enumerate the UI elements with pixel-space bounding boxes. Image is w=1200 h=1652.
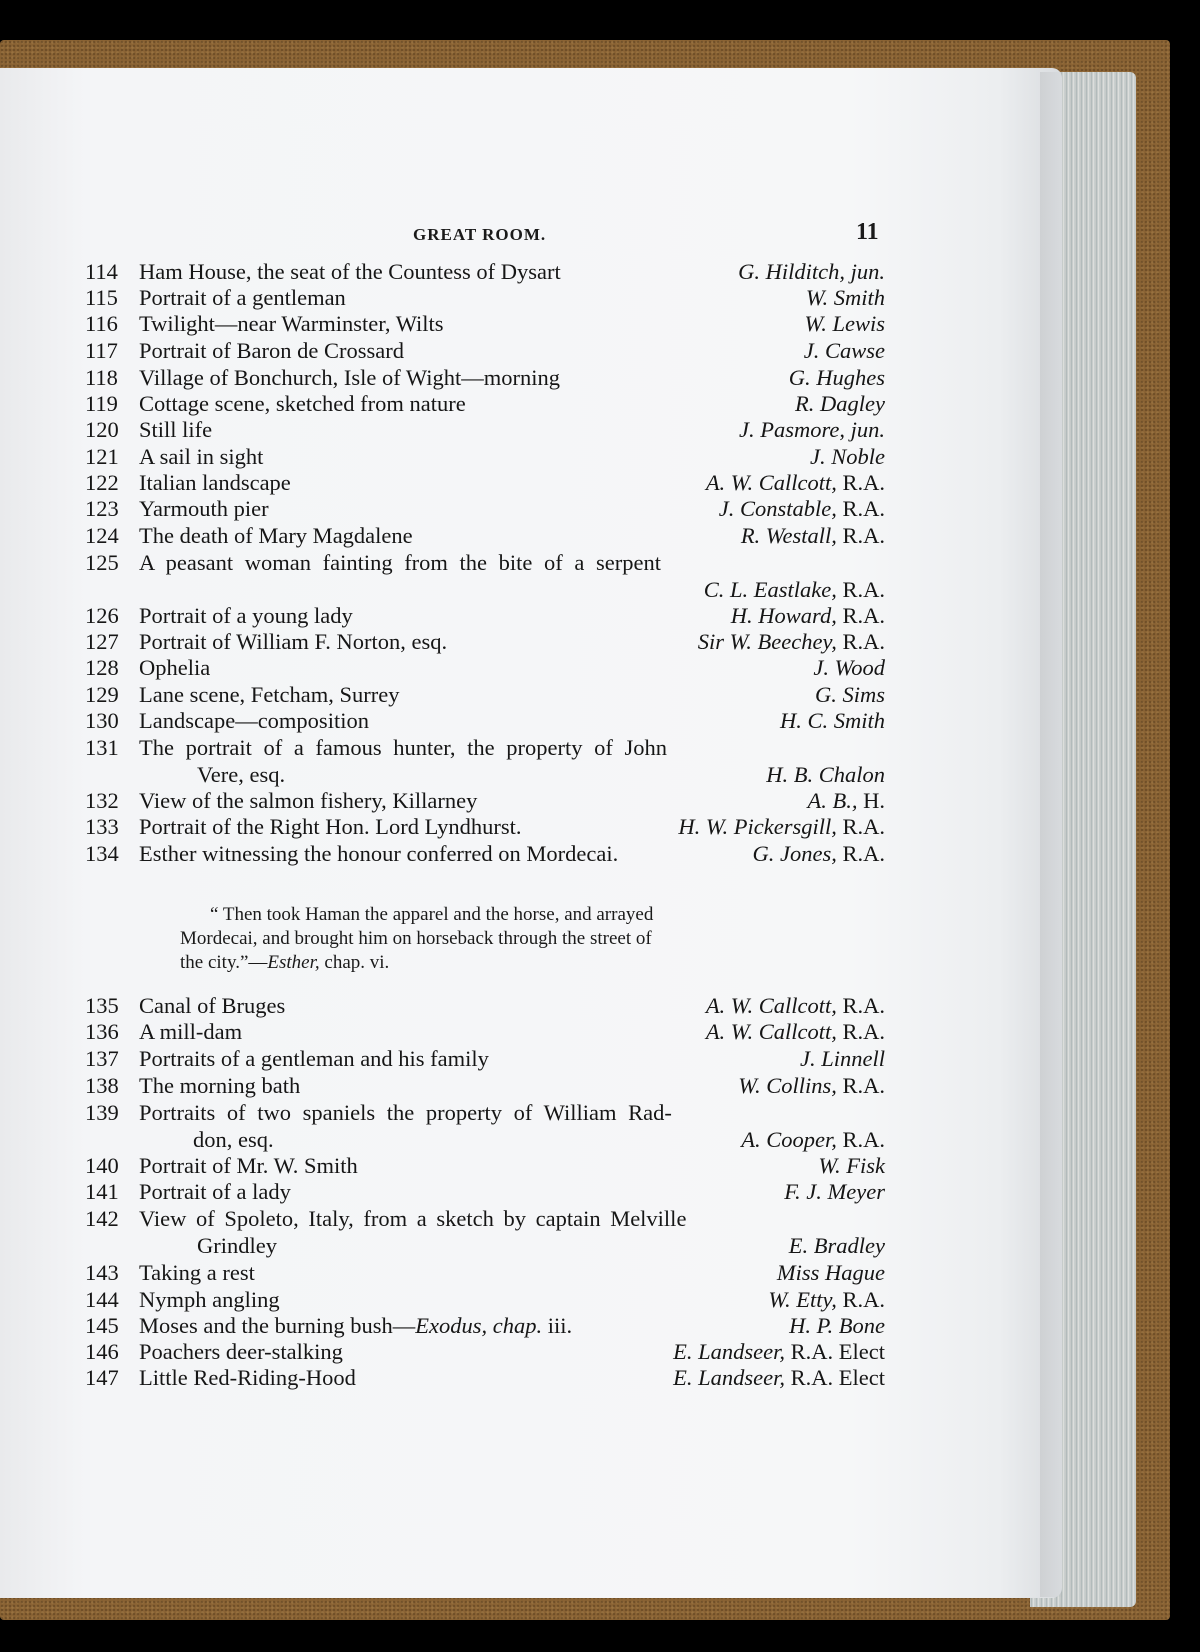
- catalogue-entry: [85, 443, 885, 470]
- entry-number: 138: [85, 1073, 119, 1098]
- entry-artist: [813, 654, 885, 681]
- entry-artist: [805, 310, 885, 337]
- artist-name: J. Pasmore, jun.: [738, 417, 885, 442]
- quote-line: [180, 951, 830, 975]
- entry-artist: [795, 390, 885, 417]
- catalogue-entry: [85, 522, 885, 549]
- entry-title: Portrait of the Right Hon. Lord Lyndhurst.: [139, 814, 522, 839]
- entry-number: 140: [85, 1153, 119, 1178]
- artist-name: Miss Hague: [776, 1260, 885, 1285]
- entry-title: Portrait of Baron de Crossard: [139, 338, 404, 363]
- entry-artist: [789, 1232, 885, 1259]
- artist-name: J. Linnell: [800, 1046, 885, 1071]
- entry-number: 120: [85, 417, 119, 442]
- artist-name: A. B.,: [807, 788, 858, 813]
- entry-title: Lane scene, Fetcham, Surrey: [139, 682, 400, 707]
- catalogue-entry: [85, 258, 885, 285]
- artist-name: H. B. Chalon: [766, 762, 885, 787]
- artist-name: J. Constable,: [718, 496, 837, 521]
- page-number: 11: [856, 219, 879, 245]
- running-head-title: GREAT ROOM.: [413, 225, 547, 244]
- entry-number: 135: [85, 993, 119, 1018]
- entry-title: Ham House, the seat of the Countess of Dysart: [139, 259, 561, 284]
- entry-title: A mill-dam: [139, 1019, 243, 1044]
- entry-number: 146: [85, 1339, 119, 1364]
- catalogue-entry: [85, 1364, 885, 1391]
- catalogue-entry: [85, 1205, 885, 1232]
- entry-title: Little Red-Riding-Hood: [139, 1365, 356, 1390]
- artist-name: W. Fisk: [818, 1153, 885, 1178]
- entry-title: Portrait of a gentleman: [139, 285, 346, 310]
- entry-title: A sail in sight: [139, 444, 264, 469]
- entry-number: 127: [85, 629, 119, 654]
- entry-artist: [784, 1178, 885, 1205]
- artist-name: H. Howard,: [730, 603, 837, 628]
- artist-name: A. W. Callcott,: [705, 1019, 837, 1044]
- catalogue-entry: [85, 992, 885, 1019]
- catalogue-entry-continuation: [85, 761, 885, 788]
- catalogue-entry: [85, 1178, 885, 1205]
- catalogue-entry: [85, 1099, 885, 1126]
- artist-suffix: R.A.: [836, 1019, 885, 1044]
- entry-title: Ophelia: [139, 655, 211, 680]
- entry-number: 123: [85, 496, 119, 521]
- catalogue-entry: [85, 1018, 885, 1045]
- catalogue-entry-continuation: [85, 1126, 885, 1153]
- entry-number: 119: [85, 391, 118, 416]
- running-head: [0, 219, 1200, 255]
- catalogue-entry: [85, 787, 885, 814]
- entry-artist: [766, 761, 885, 788]
- entry-title: Poachers deer-stalking: [139, 1339, 343, 1364]
- catalogue-entry: [85, 337, 885, 364]
- entry-artist: [789, 1312, 885, 1339]
- entry-title: The death of Mary Magdalene: [139, 523, 413, 548]
- entry-title: Village of Bonchurch, Isle of Wight—morning: [139, 365, 560, 390]
- catalogue-entry: [85, 1286, 885, 1313]
- quote-source: Esther,: [267, 952, 320, 973]
- entry-title: A peasant woman fainting from the bite of a serpent: [139, 550, 661, 575]
- entry-title: Esther witnessing the honour conferred on Mordecai.: [139, 841, 619, 866]
- entry-artist: [739, 416, 885, 443]
- entry-artist: [804, 337, 885, 364]
- entry-number: 114: [85, 259, 118, 284]
- catalogue-entry-continuation: [85, 576, 885, 603]
- entry-artist: [800, 1045, 885, 1072]
- artist-suffix: R.A.: [836, 496, 885, 521]
- entry-title-continuation: don, esq.: [193, 1127, 274, 1152]
- catalogue-entry: [85, 628, 885, 655]
- page-shadow: [1040, 72, 1064, 1597]
- artist-name: E. Landseer,: [673, 1339, 786, 1364]
- entry-title: Portraits of two spaniels the property of William Rad-: [139, 1100, 672, 1125]
- entry-title: Cottage scene, sketched from nature: [139, 391, 466, 416]
- catalogue-entry-continuation: [85, 1232, 885, 1259]
- entry-artist: [780, 707, 885, 734]
- entry-title: Portrait of a young lady: [139, 603, 353, 628]
- entry-artist: [789, 364, 885, 391]
- entry-number: 126: [85, 603, 119, 628]
- entry-artist: [777, 1259, 885, 1286]
- catalogue-entry: [85, 364, 885, 391]
- entry-artist: [738, 1072, 885, 1099]
- catalogue-entry: [85, 310, 885, 337]
- entry-artist: [808, 787, 886, 814]
- artist-name: J. Wood: [813, 655, 885, 680]
- artist-suffix: R.A.: [836, 523, 885, 548]
- artist-suffix: R.A.: [836, 603, 885, 628]
- catalogue-entry: [85, 549, 885, 576]
- quote-line: “ Then took Haman the apparel and the horse, and arrayed: [210, 904, 654, 925]
- artist-suffix: R.A. Elect: [785, 1365, 885, 1390]
- catalogue-entry: [85, 1045, 885, 1072]
- catalogue-entry: [85, 495, 885, 522]
- artist-suffix: R.A.: [836, 993, 885, 1018]
- artist-name: H. P. Bone: [789, 1313, 885, 1338]
- entry-title: View of the salmon fishery, Killarney: [139, 788, 478, 813]
- entry-number: 122: [85, 470, 119, 495]
- entry-title: Portraits of a gentleman and his family: [139, 1046, 489, 1071]
- entry-artist: [698, 628, 885, 655]
- entry-number: 134: [85, 841, 119, 866]
- entry-artist: [810, 443, 885, 470]
- artist-name: A. W. Callcott,: [705, 470, 837, 495]
- quote-chapter: chap. vi.: [319, 952, 390, 973]
- artist-name: J. Noble: [810, 444, 885, 469]
- entry-title: Taking a rest: [139, 1260, 255, 1285]
- artist-suffix: R.A.: [836, 470, 885, 495]
- entry-artist: [738, 258, 885, 285]
- artist-name: W. Collins,: [738, 1073, 837, 1098]
- artist-name: W. Etty,: [768, 1287, 837, 1312]
- entry-number: 144: [85, 1287, 119, 1312]
- artist-suffix: R.A.: [836, 814, 885, 839]
- entry-artist: [731, 602, 885, 629]
- artist-name: J. Cawse: [803, 338, 885, 363]
- entry-artist: [704, 576, 885, 603]
- entry-number: 129: [85, 682, 119, 707]
- artist-name: G. Hilditch, jun.: [738, 259, 885, 284]
- catalogue-entry: [85, 734, 885, 761]
- entry-title: Italian landscape: [139, 470, 291, 495]
- entry-title: Nymph angling: [139, 1287, 280, 1312]
- entry-artist: [806, 284, 885, 311]
- entry-title: Portrait of a lady: [139, 1179, 291, 1204]
- artist-name: E. Landseer,: [673, 1365, 786, 1390]
- artist-suffix: R.A.: [836, 841, 885, 866]
- entry-title: View of Spoleto, Italy, from a sketch by captain Melville: [139, 1206, 687, 1231]
- entry-title: The portrait of a famous hunter, the property of John: [139, 735, 667, 760]
- entry-number: 128: [85, 655, 119, 680]
- entry-artist: [673, 1364, 885, 1391]
- catalogue-entry: [85, 707, 885, 734]
- entry-number: 132: [85, 788, 119, 813]
- artist-name: W. Smith: [805, 285, 885, 310]
- entry-title-reference: Exodus, chap.: [415, 1313, 543, 1338]
- artist-suffix: R.A.: [836, 1127, 885, 1152]
- artist-name: A. W. Callcott,: [705, 993, 837, 1018]
- artist-suffix: R.A.: [836, 1287, 885, 1312]
- quote-text: the city.”—: [180, 952, 268, 973]
- entry-artist: [678, 813, 885, 840]
- entry-title: Portrait of Mr. W. Smith: [139, 1153, 358, 1178]
- artist-name: F. J. Meyer: [784, 1179, 885, 1204]
- entry-number: 118: [85, 365, 118, 390]
- entry-number: 141: [85, 1179, 119, 1204]
- artist-name: H. W. Pickersgill,: [678, 814, 837, 839]
- catalogue-entry: [85, 1259, 885, 1286]
- entry-number: 136: [85, 1019, 119, 1044]
- catalogue-entry: [85, 1338, 885, 1365]
- artist-suffix: R.A.: [836, 1073, 885, 1098]
- artist-name: R. Westall,: [740, 523, 837, 548]
- artist-name: G. Jones,: [752, 841, 837, 866]
- catalogue-entry: [85, 1152, 885, 1179]
- catalogue-entry: [85, 654, 885, 681]
- entry-number: 124: [85, 523, 119, 548]
- entry-number: 116: [85, 311, 118, 336]
- artist-name: W. Lewis: [804, 311, 885, 336]
- entry-number: 145: [85, 1313, 119, 1338]
- entry-number: 147: [85, 1365, 119, 1390]
- entry-artist: [673, 1338, 885, 1365]
- catalogue-entry: [85, 1312, 885, 1339]
- entry-number: 121: [85, 444, 119, 469]
- artist-suffix: R.A.: [836, 629, 885, 654]
- entry-artist: [768, 1286, 885, 1313]
- entry-title: Yarmouth pier: [139, 496, 269, 521]
- artist-name: G. Hughes: [788, 365, 885, 390]
- artist-suffix: R.A.: [836, 577, 885, 602]
- entry-number: 137: [85, 1046, 119, 1071]
- entry-artist: [706, 1018, 885, 1045]
- entry-title-continuation: Vere, esq.: [197, 762, 286, 787]
- entry-artist: [818, 1152, 885, 1179]
- entry-title: Landscape—composition: [139, 708, 369, 733]
- entry-number: 143: [85, 1260, 119, 1285]
- entry-number: 139: [85, 1100, 119, 1125]
- entry-number: 115: [85, 285, 118, 310]
- entry-artist: [706, 469, 885, 496]
- catalogue-entry: [85, 681, 885, 708]
- entry-title-tail: iii.: [542, 1313, 573, 1338]
- entry-number: 131: [85, 735, 119, 760]
- entry-number: 125: [85, 550, 119, 575]
- catalogue-entry: [85, 602, 885, 629]
- catalogue-entry: [85, 284, 885, 311]
- entry-number: 130: [85, 708, 119, 733]
- entry-artist: [706, 992, 885, 1019]
- entry-title-text: Moses and the burning bush—: [139, 1313, 416, 1338]
- artist-name: A. Cooper,: [741, 1127, 837, 1152]
- artist-name: R. Dagley: [795, 391, 885, 416]
- catalogue-entry: [85, 469, 885, 496]
- catalogue-entry: [85, 840, 885, 867]
- artist-suffix: R.A. Elect: [785, 1339, 885, 1364]
- entry-title: The morning bath: [139, 1073, 301, 1098]
- entry-artist: [741, 522, 885, 549]
- entry-artist: [741, 1126, 885, 1153]
- entry-title: Still life: [139, 417, 213, 442]
- entry-title-continuation: Grindley: [197, 1233, 277, 1258]
- catalogue-entry: [85, 416, 885, 443]
- catalogue-entry: [85, 813, 885, 840]
- entry-artist: [815, 681, 885, 708]
- artist-name: E. Bradley: [788, 1233, 885, 1258]
- quote-line: Mordecai, and brought him on horseback through the street of: [180, 928, 652, 949]
- artist-name: C. L. Eastlake,: [703, 577, 837, 602]
- artist-name: G. Sims: [814, 682, 885, 707]
- catalogue-entry: [85, 1072, 885, 1099]
- entry-title: Twilight—near Warminster, Wilts: [139, 311, 444, 336]
- entry-artist: [719, 495, 885, 522]
- catalogue-entry: [85, 390, 885, 417]
- artist-suffix: H.: [857, 788, 885, 813]
- entry-number: 142: [85, 1206, 119, 1231]
- entry-number: 133: [85, 814, 119, 839]
- scripture-quote: [180, 903, 830, 975]
- entry-title: Portrait of William F. Norton, esq.: [139, 629, 448, 654]
- entry-title: [139, 1312, 572, 1339]
- entry-title: Canal of Bruges: [139, 993, 286, 1018]
- artist-name: H. C. Smith: [779, 708, 885, 733]
- artist-name: Sir W. Beechey,: [697, 629, 837, 654]
- entry-number: 117: [85, 338, 118, 363]
- entry-artist: [753, 840, 886, 867]
